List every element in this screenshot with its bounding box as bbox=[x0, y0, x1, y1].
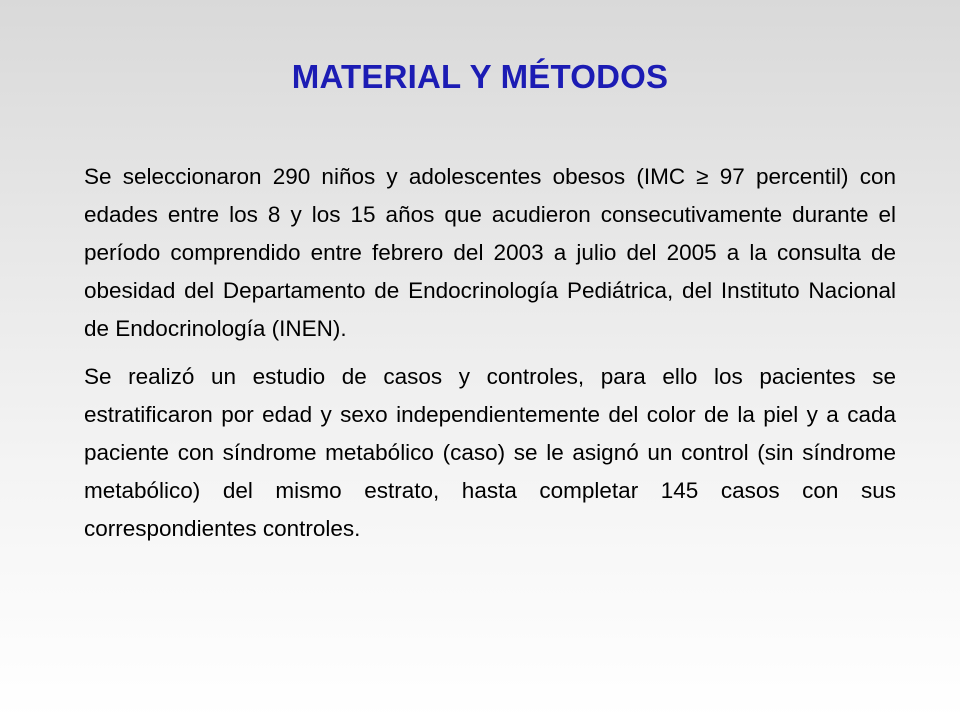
paragraph-selection: Se seleccionaron 290 niños y adolescentes obesos (IMC ≥ 97 percentil) con edades entre los 8 y los 15 años que acudieron consecutivamente durante el período comprendido entre febrero del 2003 a julio del 2005 a la consulta de obesidad del Departamento de Endocrinología Pediátrica, del Instituto Nacional de Endocrinología (INEN). bbox=[84, 164, 896, 341]
slide-body bbox=[84, 158, 896, 548]
slide-title: MATERIAL Y MÉTODOS bbox=[291, 58, 669, 95]
paragraph-study-design: Se realizó un estudio de casos y controles, para ello los pacientes se estratificaron por edad y sexo independientemente del color de la piel y a cada paciente con síndrome metabólico (caso) se le asignó un control (sin síndrome metabólico) del mismo estrato, hasta completar 145 casos con sus correspondientes controles. bbox=[84, 364, 896, 541]
